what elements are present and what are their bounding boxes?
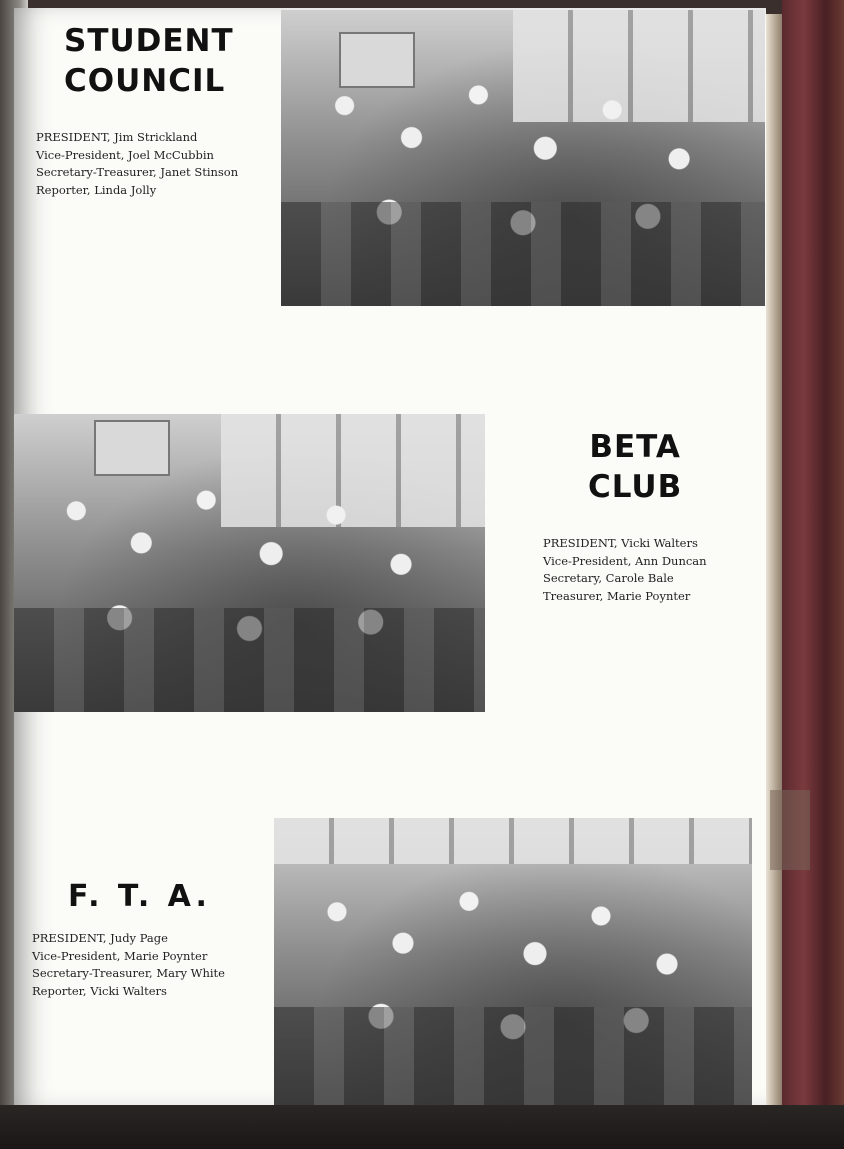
photo-desks — [274, 1007, 752, 1109]
officer-line: Treasurer, Marie Poynter — [543, 588, 691, 603]
beta-club-officers — [543, 535, 707, 605]
photo-desks — [281, 202, 765, 306]
photo-windows — [274, 818, 752, 864]
officer-line: PRESIDENT, Vicki Walters — [543, 536, 698, 550]
officer-line: Reporter, Vicki Walters — [32, 983, 167, 998]
officer-line: Vice-President, Joel McCubbin — [36, 147, 214, 162]
officer-line: Secretary, Carole Bale — [543, 571, 674, 585]
beta-club-heading — [588, 428, 682, 507]
cover-worn-spot — [770, 790, 810, 870]
heading-line: COUNCIL — [64, 62, 226, 99]
heading-line: STUDENT — [64, 23, 234, 59]
fta-heading — [68, 878, 211, 916]
beta-club-photo — [14, 414, 485, 712]
officer-line: PRESIDENT, Jim Strickland — [36, 130, 198, 144]
yearbook-page — [14, 8, 766, 1108]
page-edges — [766, 14, 782, 1110]
officer-line: Secretary-Treasurer, Mary White — [32, 966, 225, 980]
fta-photo — [274, 818, 752, 1108]
heading-line: F. T. A. — [68, 879, 211, 914]
officer-line: Vice-President, Ann Duncan — [543, 553, 707, 568]
officer-line: PRESIDENT, Judy Page — [32, 931, 168, 945]
page-bottom-shadow — [0, 1105, 844, 1149]
student-council-photo — [281, 10, 765, 306]
heading-line: CLUB — [588, 468, 683, 505]
officer-line: Reporter, Linda Jolly — [36, 182, 157, 197]
student-council-officers — [36, 129, 238, 199]
book-cover — [782, 0, 844, 1149]
fta-officers — [32, 930, 225, 1000]
officer-line: Secretary-Treasurer, Janet Stinson — [36, 165, 239, 179]
photo-desks — [14, 608, 485, 712]
heading-line: BETA — [589, 429, 681, 465]
student-council-heading — [64, 22, 234, 101]
officer-line: Vice-President, Marie Poynter — [32, 948, 208, 963]
